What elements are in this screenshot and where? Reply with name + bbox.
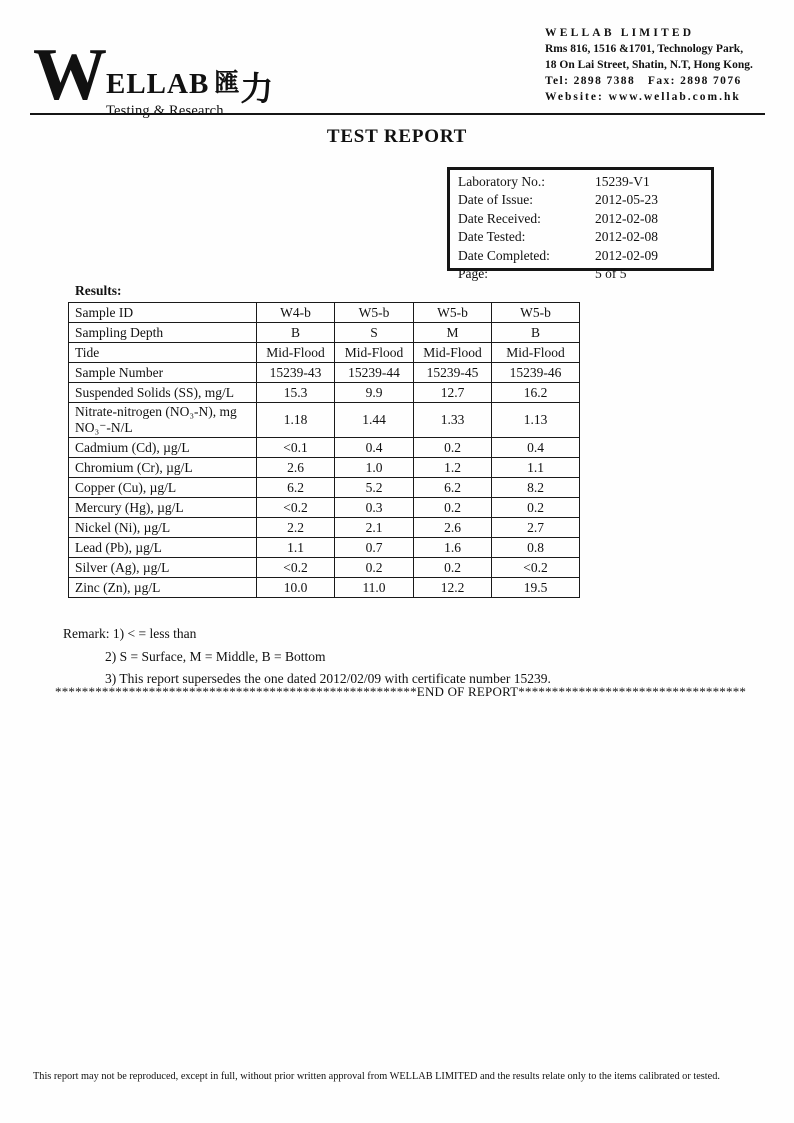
info-row: [458, 173, 711, 191]
value-cell: 2.7: [492, 518, 580, 538]
info-row: [458, 191, 711, 209]
parameter-label-cell: Lead (Pb), µg/L: [69, 538, 257, 558]
table-row: [69, 578, 580, 598]
parameter-label-cell: Sample ID: [69, 303, 257, 323]
logo-letter-w: W: [33, 34, 105, 116]
value-cell: W5-b: [335, 303, 414, 323]
value-cell: M: [414, 323, 492, 343]
value-cell: W5-b: [414, 303, 492, 323]
value-cell: <0.1: [257, 438, 335, 458]
value-cell: 1.33: [414, 403, 492, 438]
value-cell: Mid-Flood: [414, 343, 492, 363]
info-row: [458, 247, 711, 265]
value-cell: 0.7: [335, 538, 414, 558]
info-row: [458, 228, 711, 246]
info-label: Date Received:: [458, 210, 541, 226]
remarks-block: [63, 623, 551, 691]
logo-chinese-char-2: 力: [240, 72, 274, 108]
parameter-label-cell: Nickel (Ni), µg/L: [69, 518, 257, 538]
value-cell: 16.2: [492, 383, 580, 403]
table-row: [69, 458, 580, 478]
value-cell: 8.2: [492, 478, 580, 498]
company-name: WELLAB LIMITED: [545, 27, 695, 39]
value-cell: 0.3: [335, 498, 414, 518]
value-cell: Mid-Flood: [492, 343, 580, 363]
results-table: [68, 302, 580, 598]
value-cell: 0.2: [492, 498, 580, 518]
value-cell: 2.2: [257, 518, 335, 538]
header-divider: [30, 113, 765, 115]
value-cell: 10.0: [257, 578, 335, 598]
value-cell: 5.2: [335, 478, 414, 498]
company-tel-fax: Tel: 2898 7388 Fax: 2898 7076: [545, 75, 742, 87]
table-row: [69, 438, 580, 458]
value-cell: 15239-43: [257, 363, 335, 383]
parameter-label-cell: Sampling Depth: [69, 323, 257, 343]
info-value: 2012-02-09: [595, 247, 658, 263]
value-cell: 0.2: [414, 438, 492, 458]
value-cell: 6.2: [414, 478, 492, 498]
company-address-line2: 18 On Lai Street, Shatin, N.T, Hong Kong.: [545, 59, 753, 71]
page-value: 5 of 5: [595, 266, 627, 281]
info-label: Laboratory No.:: [458, 174, 545, 189]
value-cell: 2.6: [414, 518, 492, 538]
value-cell: 1.44: [335, 403, 414, 438]
value-cell: 15239-45: [414, 363, 492, 383]
info-value: 2012-05-23: [595, 192, 658, 208]
info-label: Date Tested:: [458, 229, 526, 245]
value-cell: 15239-44: [335, 363, 414, 383]
parameter-label-cell: Cadmium (Cd), µg/L: [69, 438, 257, 458]
company-info-block: [545, 25, 753, 105]
value-cell: 1.1: [257, 538, 335, 558]
value-cell: B: [257, 323, 335, 343]
table-row: [69, 303, 580, 323]
logo-main: [106, 46, 272, 119]
parameter-label-cell: Tide: [69, 343, 257, 363]
logo-tagline: Testing & Research: [106, 103, 224, 119]
value-cell: 15239-46: [492, 363, 580, 383]
parameter-label-cell: Mercury (Hg), µg/L: [69, 498, 257, 518]
table-row: [69, 478, 580, 498]
value-cell: Mid-Flood: [335, 343, 414, 363]
info-value: 2012-02-08: [595, 210, 658, 226]
value-cell: 2.1: [335, 518, 414, 538]
value-cell: 12.7: [414, 383, 492, 403]
value-cell: <0.2: [257, 498, 335, 518]
parameter-label-cell: Nitrate-nitrogen (NO₃-N), mg NO₃⁻-N/L: [69, 403, 257, 438]
table-row: [69, 403, 580, 438]
value-cell: 9.9: [335, 383, 414, 403]
parameter-label-cell: Sample Number: [69, 363, 257, 383]
end-of-report-line: ******************************************************END OF REPORT**********************************: [55, 684, 747, 699]
value-cell: 0.8: [492, 538, 580, 558]
table-row: [69, 518, 580, 538]
info-value: 2012-02-08: [595, 229, 658, 245]
value-cell: 0.2: [414, 498, 492, 518]
value-cell: 1.0: [335, 458, 414, 478]
table-row: [69, 558, 580, 578]
value-cell: 19.5: [492, 578, 580, 598]
value-cell: 1.1: [492, 458, 580, 478]
parameter-label-cell: Silver (Ag), µg/L: [69, 558, 257, 578]
info-label: Date Completed:: [458, 247, 550, 263]
table-row: [69, 363, 580, 383]
remark-line: 3) This report supersedes the one dated 2012/02/09 with certificate number 15239.: [105, 671, 551, 686]
info-label: Date of Issue:: [458, 192, 533, 208]
page-indicator: [458, 266, 627, 282]
parameter-label-cell: Suspended Solids (SS), mg/L: [69, 383, 257, 403]
lab-info-box: [447, 167, 714, 271]
table-row: [69, 383, 580, 403]
remark-line: 2) S = Surface, M = Middle, B = Bottom: [105, 648, 326, 664]
parameter-label-cell: Chromium (Cr), µg/L: [69, 458, 257, 478]
info-value: 15239-V1: [595, 174, 650, 189]
footer-disclaimer: This report may not be reproduced, except in full, without prior written approval from WELLAB LIMITED and the results relate only to the items calibrated or tested.: [33, 1071, 720, 1082]
value-cell: S: [335, 323, 414, 343]
parameter-label-cell: Copper (Cu), µg/L: [69, 478, 257, 498]
parameter-label-cell: Zinc (Zn), µg/L: [69, 578, 257, 598]
value-cell: 1.13: [492, 403, 580, 438]
table-row: [69, 538, 580, 558]
value-cell: 0.4: [492, 438, 580, 458]
wellab-logo: [33, 34, 274, 119]
value-cell: W4-b: [257, 303, 335, 323]
results-heading: Results:: [75, 283, 122, 298]
value-cell: 1.2: [414, 458, 492, 478]
table-row: [69, 343, 580, 363]
company-address-line1: Rms 816, 1516 &1701, Technology Park,: [545, 43, 744, 55]
value-cell: W5-b: [492, 303, 580, 323]
value-cell: B: [492, 323, 580, 343]
results-table-body: [69, 303, 580, 598]
value-cell: 15.3: [257, 383, 335, 403]
page-label: Page:: [458, 266, 488, 281]
table-row: [69, 323, 580, 343]
value-cell: 11.0: [335, 578, 414, 598]
value-cell: <0.2: [492, 558, 580, 578]
value-cell: 2.6: [257, 458, 335, 478]
value-cell: <0.2: [257, 558, 335, 578]
value-cell: 6.2: [257, 478, 335, 498]
table-row: [69, 498, 580, 518]
report-title: TEST REPORT: [326, 126, 468, 147]
value-cell: 0.2: [414, 558, 492, 578]
company-website: Website: www.wellab.com.hk: [545, 91, 741, 103]
logo-wordmark: ELLAB: [106, 68, 210, 100]
info-row: [458, 210, 711, 228]
value-cell: 0.2: [335, 558, 414, 578]
value-cell: 1.6: [414, 538, 492, 558]
value-cell: 0.4: [335, 438, 414, 458]
value-cell: 12.2: [414, 578, 492, 598]
value-cell: 1.18: [257, 403, 335, 438]
logo-chinese-char-1: 匯: [214, 70, 240, 97]
remark-line: Remark: 1) < = less than: [63, 626, 197, 641]
value-cell: Mid-Flood: [257, 343, 335, 363]
